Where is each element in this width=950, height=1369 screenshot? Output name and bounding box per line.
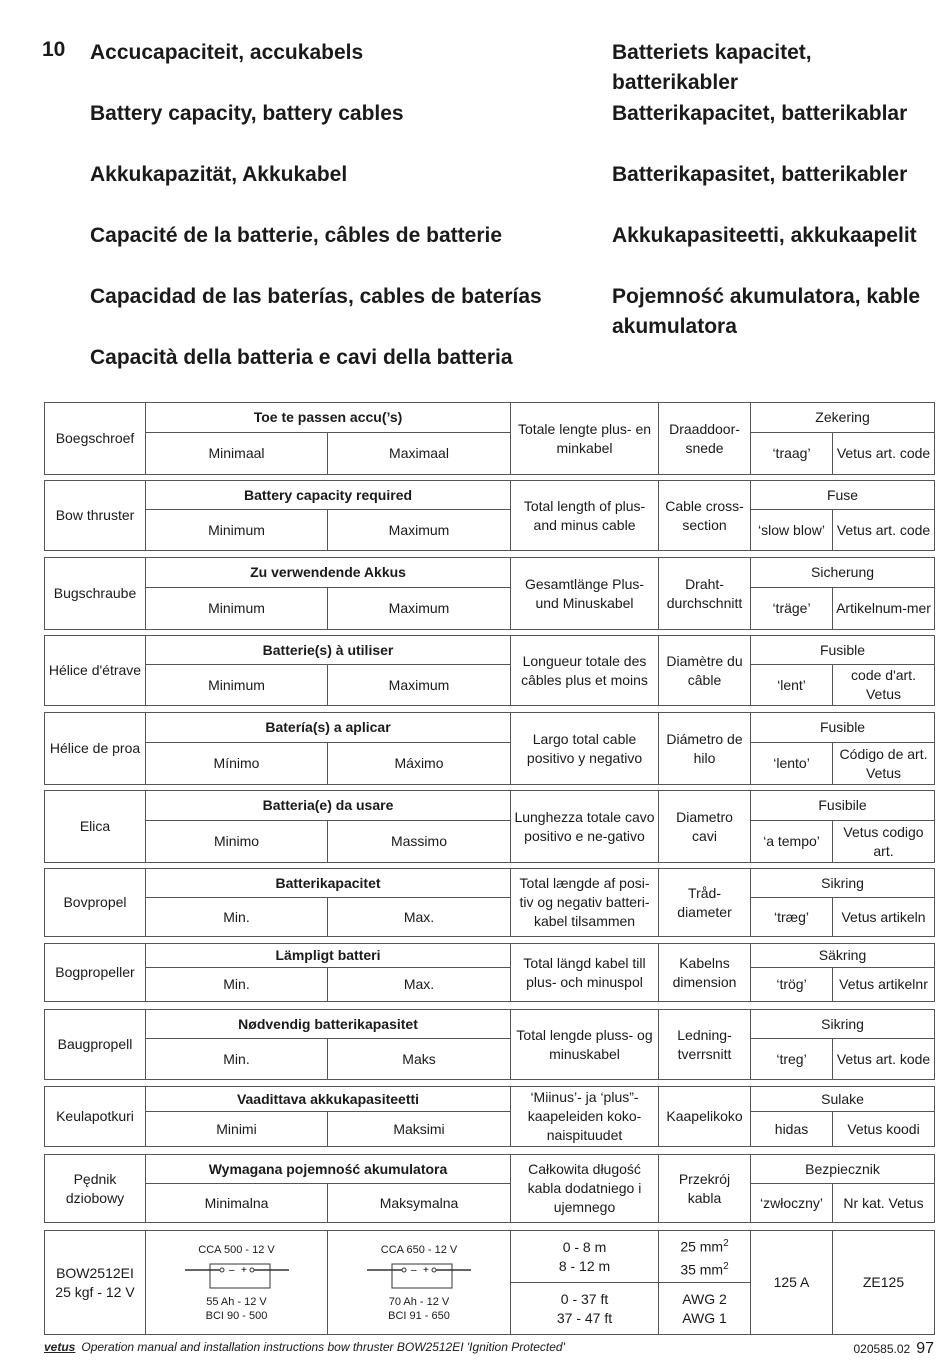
battery-header: Toe te passen accu(’s) — [146, 403, 511, 433]
heading-no: Batterikapasitet, batterikabler — [612, 163, 908, 186]
section-metric-1-value: 25 mm — [680, 1238, 724, 1255]
battery-min-header: Minimi — [146, 1112, 328, 1147]
thruster-label: Bow thruster — [45, 481, 146, 551]
heading-en: Battery capacity, battery cables — [90, 102, 404, 125]
battery-max-bci: BCI 91 - 650 — [388, 1309, 450, 1322]
battery-header: Battery capacity required — [146, 481, 511, 510]
section-awg-cell — [659, 1283, 751, 1335]
fuse-type-header: ‘lent’ — [751, 665, 833, 706]
cable-section-header: Diámetro de hilo — [659, 713, 751, 785]
section-awg-2: AWG 1 — [682, 1309, 727, 1326]
heading-fi: Akkukapasiteetti, akkukaapelit — [612, 224, 917, 247]
fuse-header: Bezpiecznik — [751, 1155, 935, 1184]
section-metric-2-value: 35 mm — [680, 1261, 724, 1278]
section-number: 10 — [42, 38, 66, 61]
battery-header: Vaadittava akkukapasiteetti — [146, 1087, 511, 1112]
battery-min-header: Min. — [146, 968, 328, 1002]
battery-min-cell — [146, 1231, 328, 1335]
battery-max-header: Maximum — [328, 510, 511, 551]
section-metric-cell — [659, 1231, 751, 1283]
fuse-code-header: Vetus art. code — [833, 510, 935, 551]
battery-min-header: Min. — [146, 898, 328, 937]
cable-section-header: Draht-durchschnitt — [659, 558, 751, 630]
fuse-header: Sikring — [751, 1010, 935, 1039]
fuse-header: Säkring — [751, 944, 935, 968]
battery-min-header: Mínimo — [146, 743, 328, 785]
battery-max-header: Maximum — [328, 665, 511, 706]
cable-section-header: Draaddoor-snede — [659, 403, 751, 475]
heading-it: Capacità della batteria e cavi della batteria — [90, 346, 513, 369]
heading-nl: Accucapaciteit, accukabels — [90, 41, 364, 64]
fuse-type-header: ‘traag’ — [751, 433, 833, 475]
cable-length-header: ‘Miinus’- ja ‘plus”-kaapeleiden koko-naispituudet — [511, 1087, 659, 1147]
battery-max-header: Max. — [328, 898, 511, 937]
cable-section-header: Ledning-tverrsnitt — [659, 1010, 751, 1080]
cable-length-header: Total længde af posi-tiv og negativ batteri-kabel tilsammen — [511, 869, 659, 937]
fuse-type-header: ‘treg’ — [751, 1039, 833, 1080]
cable-length-header: Total length of plus- and minus cable — [511, 481, 659, 551]
thruster-label: Bovpropel — [45, 869, 146, 937]
fuse-header: Zekering — [751, 403, 935, 433]
battery-min-header: Minimum — [146, 510, 328, 551]
battery-header: Batterikapacitet — [146, 869, 511, 898]
cable-length-header: Całkowita długość kabla dodatniego i ujemnego — [511, 1155, 659, 1223]
language-table — [44, 402, 935, 475]
battery-header: Wymagana pojemność akumulatora — [146, 1155, 511, 1184]
length-metric-cell — [511, 1231, 659, 1283]
language-table — [44, 1009, 935, 1080]
battery-max-cca: CCA 650 - 12 V — [380, 1243, 458, 1256]
battery-header: Batería(s) a aplicar — [146, 713, 511, 743]
battery-max-header: Max. — [328, 968, 511, 1002]
model-thrust: 25 kgf - 12 V — [55, 1283, 135, 1300]
thruster-label: Hélice d'étrave — [45, 636, 146, 706]
data-table — [44, 1230, 935, 1335]
fuse-code-header: Vetus codigo art. — [833, 821, 935, 863]
battery-min-plus: + — [240, 1264, 247, 1276]
fuse-header: Fuse — [751, 481, 935, 510]
battery-symbol-icon — [177, 1257, 297, 1291]
fuse-code-header: Vetus art. kode — [833, 1039, 935, 1080]
heading-es: Capacidad de las baterías, cables de baterías — [90, 285, 542, 308]
cable-section-header: Diametro cavi — [659, 791, 751, 863]
fuse-header: Fusibile — [751, 791, 935, 821]
cable-length-header: Total lengde pluss- og minuskabel — [511, 1010, 659, 1080]
battery-max-header: Massimo — [328, 821, 511, 863]
battery-max-header: Máximo — [328, 743, 511, 785]
superscript: 2 — [723, 1260, 729, 1272]
cable-length-header: Totale lengte plus- en minkabel — [511, 403, 659, 475]
battery-max-minus: – — [411, 1264, 417, 1276]
cable-section-header: Przekrój kabla — [659, 1155, 751, 1223]
battery-min-ah: 55 Ah - 12 V — [206, 1295, 267, 1308]
fuse-code-header: Artikelnum-mer — [833, 588, 935, 630]
fuse-code-header: Vetus art. code — [833, 433, 935, 475]
cable-section-header: Diamètre du câble — [659, 636, 751, 706]
battery-symbol-icon — [359, 1257, 479, 1291]
fuse-header: Sikring — [751, 869, 935, 898]
cable-section-header: Tråd-diameter — [659, 869, 751, 937]
vetus-logo: vetus — [44, 1340, 76, 1354]
fuse-type-header: ‘trög’ — [751, 968, 833, 1002]
thruster-label: Keulapotkuri — [45, 1087, 146, 1147]
battery-min-header: Minimo — [146, 821, 328, 863]
language-table — [44, 1086, 935, 1147]
thruster-label: Bogpropeller — [45, 944, 146, 1002]
model-cell — [45, 1231, 146, 1335]
battery-max-cell — [328, 1231, 511, 1335]
battery-max-header: Maksymalna — [328, 1184, 511, 1223]
language-table — [44, 868, 935, 937]
cable-length-header: Total längd kabel till plus- och minuspol — [511, 944, 659, 1002]
battery-min-header: Minimalna — [146, 1184, 328, 1223]
fuse-header: Fusible — [751, 636, 935, 665]
battery-min-bci: BCI 90 - 500 — [205, 1309, 268, 1322]
battery-header: Lämpligt batteri — [146, 944, 511, 968]
fuse-code-header: code d'art. Vetus — [833, 665, 935, 706]
fuse-type-header: ‘träge’ — [751, 588, 833, 630]
fuse-type-header: ‘zwłoczny’ — [751, 1184, 833, 1223]
cable-length-header: Gesamtlänge Plus- und Minuskabel — [511, 558, 659, 630]
fuse-header: Fusible — [751, 713, 935, 743]
battery-max-header: Maks — [328, 1039, 511, 1080]
model-name: BOW2512EI — [56, 1264, 134, 1281]
battery-max-ah: 70 Ah - 12 V — [388, 1295, 450, 1308]
fuse-type-header: ‘træg’ — [751, 898, 833, 937]
battery-min-cca: CCA 500 - 12 V — [198, 1243, 275, 1256]
language-table — [44, 943, 935, 1002]
battery-header: Batteria(e) da usare — [146, 791, 511, 821]
battery-max-plus: + — [423, 1264, 429, 1276]
language-table — [44, 712, 935, 785]
battery-max-header: Maximum — [328, 588, 511, 630]
fuse-code-header: Vetus artikeln — [833, 898, 935, 937]
battery-header: Nødvendig batterikapasitet — [146, 1010, 511, 1039]
language-table — [44, 790, 935, 863]
length-imperial-2: 37 - 47 ft — [556, 1309, 613, 1326]
heading-da: Batteriets kapacitet, batterikabler — [612, 41, 812, 94]
length-metric-1: 0 - 8 m — [562, 1238, 607, 1255]
heading-sv: Batterikapacitet, batterikablar — [612, 102, 908, 125]
battery-min-header: Min. — [146, 1039, 328, 1080]
heading-fr: Capacité de la batterie, câbles de batterie — [90, 224, 503, 247]
fuse-type-header: hidas — [751, 1112, 833, 1147]
fuse-header: Sicherung — [751, 558, 935, 588]
thruster-label: Hélice de proa — [45, 713, 146, 785]
section-awg-1: AWG 2 — [682, 1290, 727, 1307]
language-table — [44, 635, 935, 706]
fuse-code-header: Vetus koodi — [833, 1112, 935, 1147]
heading-pl: Pojemność akumulatora, kable akumulatora — [612, 285, 921, 338]
fuse-code-cell: ZE125 — [833, 1231, 935, 1335]
fuse-cell: 125 A — [751, 1231, 833, 1335]
fuse-code-header: Nr kat. Vetus — [833, 1184, 935, 1223]
fuse-type-header: ‘a tempo’ — [751, 821, 833, 863]
footer-right — [853, 1340, 934, 1358]
section-metric-2 — [662, 1257, 747, 1280]
language-table — [44, 557, 935, 630]
thruster-label: Pędnik dziobowy — [45, 1155, 146, 1223]
language-table — [44, 1154, 935, 1223]
thruster-label: Elica — [45, 791, 146, 863]
doc-number: 020585.02 — [853, 1342, 911, 1356]
cable-section-header: Kabelns dimension — [659, 944, 751, 1002]
page-footer — [44, 1340, 934, 1360]
section-metric-1 — [662, 1234, 747, 1257]
fuse-type-header: ‘slow blow’ — [751, 510, 833, 551]
length-imperial-cell — [511, 1283, 659, 1335]
fuse-type-header: ‘lento’ — [751, 743, 833, 785]
thruster-label: Baugpropell — [45, 1010, 146, 1080]
heading-column-right — [612, 38, 942, 343]
battery-max-header: Maksimi — [328, 1112, 511, 1147]
cable-length-header: Longueur totale des câbles plus et moins — [511, 636, 659, 706]
length-imperial-1: 0 - 37 ft — [560, 1290, 609, 1307]
fuse-code-header: Vetus artikelnr — [833, 968, 935, 1002]
battery-min-header: Minimaal — [146, 433, 328, 475]
heading-de: Akkukapazität, Akkukabel — [90, 163, 348, 186]
length-metric-2: 8 - 12 m — [558, 1257, 611, 1274]
language-table — [44, 480, 935, 551]
battery-min-header: Minimum — [146, 665, 328, 706]
cable-length-header: Lunghezza totale cavo positivo e ne-gativo — [511, 791, 659, 863]
cable-section-header: Kaapelikoko — [659, 1087, 751, 1147]
battery-header: Batterie(s) à utiliser — [146, 636, 511, 665]
battery-min-header: Minimum — [146, 588, 328, 630]
fuse-code-header: Código de art. Vetus — [833, 743, 935, 785]
superscript: 2 — [723, 1237, 729, 1249]
battery-max-header: Maximaal — [328, 433, 511, 475]
heading-column-left — [90, 38, 590, 404]
footer-text: Operation manual and installation instructions bow thruster BOW2512EI 'Ignition Protected' — [81, 1340, 565, 1354]
fuse-header: Sulake — [751, 1087, 935, 1112]
cable-length-header: Largo total cable positivo y negativo — [511, 713, 659, 785]
battery-min-minus: – — [228, 1264, 235, 1276]
page-number: 97 — [916, 1340, 934, 1357]
cable-section-header: Cable cross-section — [659, 481, 751, 551]
battery-header: Zu verwendende Akkus — [146, 558, 511, 588]
thruster-label: Boegschroef — [45, 403, 146, 475]
thruster-label: Bugschraube — [45, 558, 146, 630]
